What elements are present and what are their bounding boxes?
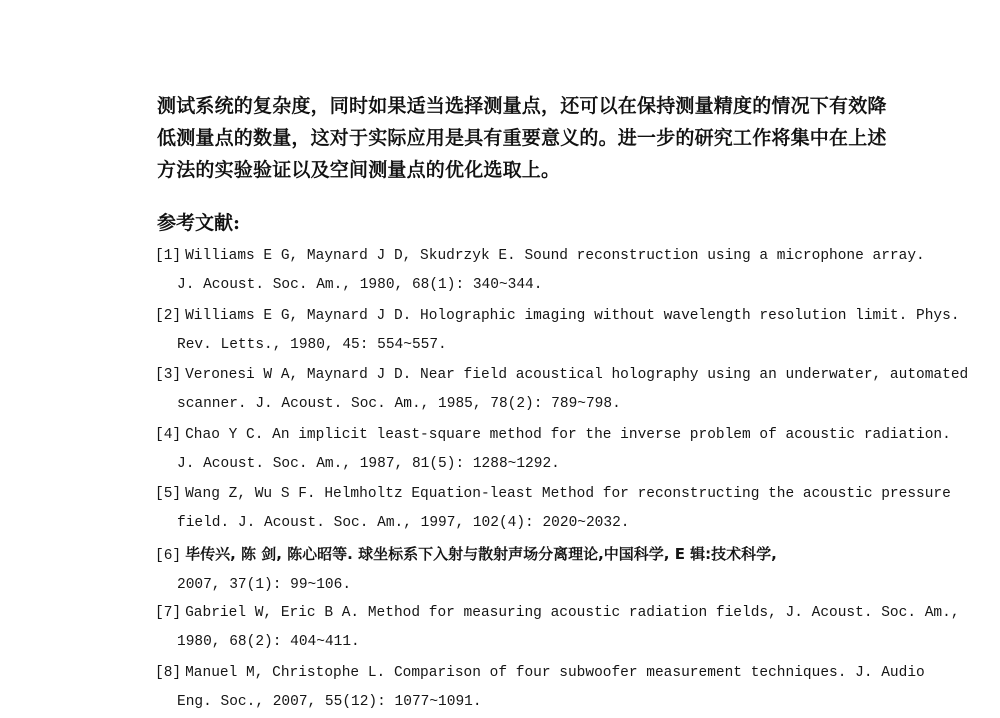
reference-first-line: [155, 599, 895, 628]
reference-first-line: [155, 361, 895, 390]
paragraph-line: 测试系统的复杂度，同时如果适当选择测量点，还可以在保持测量精度的情况下有效降: [157, 90, 893, 122]
reference-number: [6]: [155, 548, 181, 564]
reference-continuation: 1980, 68(2): 404~411.: [155, 628, 895, 657]
paragraph-line: 低测量点的数量，这对于实际应用是具有重要意义的。进一步的研究工作将集中在上述: [157, 122, 893, 154]
reference-item: [155, 480, 895, 540]
reference-number: [8]: [155, 665, 181, 681]
reference-number: [4]: [155, 427, 181, 443]
reference-text: Chao Y C. An implicit least-square method for the inverse problem of acoustic radiation.: [185, 427, 951, 443]
reference-continuation: field. J. Acoust. Soc. Am., 1997, 102(4): 2020~2032.: [155, 509, 895, 538]
reference-text: Wang Z, Wu S F. Helmholtz Equation-least Method for reconstructing the acoustic pressure: [185, 486, 951, 502]
reference-text: 毕传兴, 陈 剑, 陈心昭等. 球坐标系下入射与散射声场分离理论,中国科学, E 辑:技术科学,: [185, 545, 777, 563]
reference-continuation: scanner. J. Acoust. Soc. Am., 1985, 78(2): 789~798.: [155, 390, 895, 419]
reference-text: Williams E G, Maynard J D. Holographic imaging without wavelength resolution limit. Phys.: [185, 308, 959, 324]
reference-item: [155, 242, 895, 302]
reference-continuation: Rev. Letts., 1980, 45: 554~557.: [155, 331, 895, 360]
reference-number: [7]: [155, 605, 181, 621]
reference-first-line: [155, 540, 895, 571]
reference-continuation: J. Acoust. Soc. Am., 1980, 68(1): 340~344.: [155, 271, 895, 300]
reference-text: Manuel M, Christophe L. Comparison of four subwoofer measurement techniques. J. Audio: [185, 665, 925, 681]
reference-text: Williams E G, Maynard J D, Skudrzyk E. Sound reconstruction using a microphone array.: [185, 248, 925, 264]
reference-continuation: J. Acoust. Soc. Am., 1987, 81(5): 1288~1292.: [155, 450, 895, 479]
paragraph-line: 方法的实验验证以及空间测量点的优化选取上。: [157, 154, 893, 186]
reference-item: [155, 302, 895, 362]
reference-number: [2]: [155, 308, 181, 324]
reference-item: [155, 599, 895, 659]
reference-item: [155, 540, 895, 600]
reference-list: [155, 242, 895, 718]
reference-number: [5]: [155, 486, 181, 502]
reference-item: [155, 659, 895, 718]
reference-first-line: [155, 242, 895, 271]
reference-item: [155, 421, 895, 481]
reference-number: [3]: [155, 367, 181, 383]
reference-text: Gabriel W, Eric B A. Method for measuring acoustic radiation fields, J. Acoust. Soc. Am.,: [185, 605, 959, 621]
reference-first-line: [155, 659, 895, 688]
reference-first-line: [155, 480, 895, 509]
reference-continuation: 2007, 37(1): 99~106.: [155, 571, 895, 600]
reference-first-line: [155, 421, 895, 450]
references-heading: 参考文献:: [157, 208, 240, 235]
reference-text: Veronesi W A, Maynard J D. Near field acoustical holography using an underwater, automated: [185, 367, 968, 383]
body-paragraph: [157, 90, 893, 186]
reference-number: [1]: [155, 248, 181, 264]
reference-item: [155, 361, 895, 421]
reference-continuation: Eng. Soc., 2007, 55(12): 1077~1091.: [155, 688, 895, 717]
reference-first-line: [155, 302, 895, 331]
